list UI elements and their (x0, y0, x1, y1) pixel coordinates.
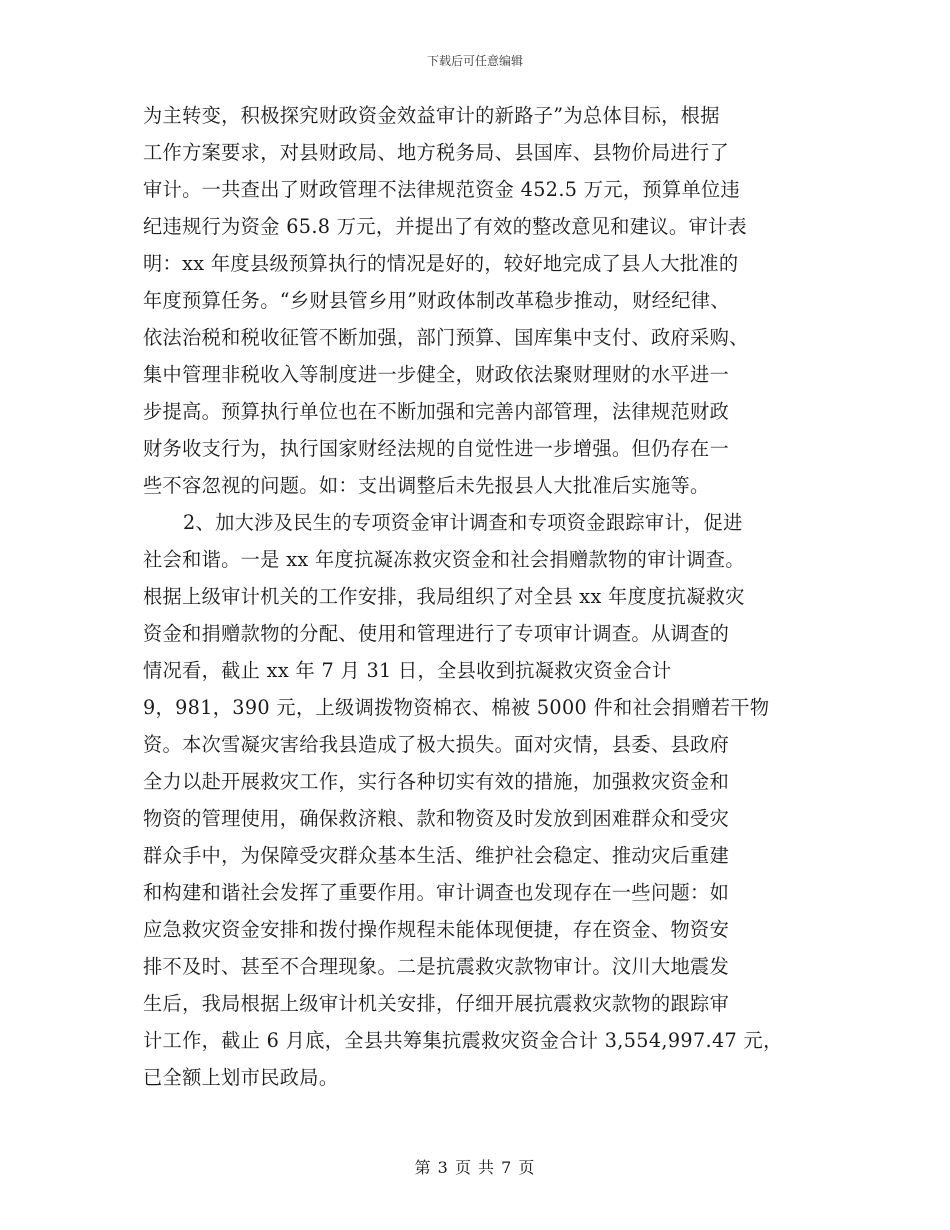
text-line: 9，981，390 元，上级调拨物资棉衣、棉被 5000 件和社会捐赠若干物 (143, 696, 770, 719)
text-line: 物资的管理使用，确保救济粮、款和物资及时发放到困难群众和受灾 (143, 807, 730, 830)
text-line: 情况看，截止 xx 年 7 月 31 日，全县收到抗凝救灾资金合计 (143, 659, 672, 682)
text-line: 审计。一共查出了财政管理不法律规范资金 452.5 万元，预算单位违 (143, 178, 741, 201)
text-line: 工作方案要求，对县财政局、地方税务局、县国库、县物价局进行了 (143, 141, 730, 164)
text-line: 根据上级审计机关的工作安排，我局组织了对全县 xx 年度度抗凝救灾 (143, 585, 745, 608)
text-line: 已全额上划市民政局。 (143, 1066, 339, 1089)
text-line: 群众手中，为保障受灾群众基本生活、维护社会稳定、推动灾后重建 (143, 844, 730, 867)
text-line: 资。本次雪凝灾害给我县造成了极大损失。面对灾情，县委、县政府 (143, 733, 730, 756)
text-line: 2、加大涉及民生的专项资金审计调查和专项资金跟踪审计，促进 (183, 511, 743, 534)
text-line: 排不及时、甚至不合理现象。二是抗震救灾款物审计。汶川大地震发 (143, 955, 730, 978)
page-header: 下载后可任意编辑 (426, 54, 523, 68)
text-line: 步提高。预算执行单位也在不断加强和完善内部管理，法律规范财政 (143, 400, 730, 423)
text-line: 年度预算任务。“乡财县管乡用”财政体制改革稳步推动，财经纪律、 (143, 289, 730, 312)
text-line: 明：xx 年度县级预算执行的情况是好的，较好地完成了县人大批准的 (143, 252, 739, 275)
text-line: 财务收支行为，执行国家财经法规的自觉性进一步增强。但仍存在一 (143, 437, 730, 460)
text-line: 生后，我局根据上级审计机关安排，仔细开展抗震救灾款物的跟踪审 (143, 992, 730, 1015)
text-line: 为主转变，积极探究财政资金效益审计的新路子”为总体目标，根据 (143, 104, 720, 127)
text-line: 些不容忽视的问题。如：支出调整后未先报县人大批准后实施等。 (143, 474, 710, 497)
text-line: 和构建和谐社会发挥了重要作用。审计调查也发现存在一些问题：如 (143, 881, 730, 904)
text-line: 计工作，截止 6 月底，全县共筹集抗震救灾资金合计 3,554,997.47 元， (143, 1029, 783, 1052)
text-line: 集中管理非税收入等制度进一步健全，财政依法聚财理财的水平进一 (143, 363, 730, 386)
text-line: 纪违规行为资金 65.8 万元，并提出了有效的整改意见和建议。审计表 (143, 215, 748, 238)
text-line: 依法治税和税收征管不断加强，部门预算、国库集中支付、政府采购、 (143, 326, 749, 349)
text-line: 应急救灾资金安排和拨付操作规程未能体现便捷，存在资金、物资安 (143, 918, 730, 941)
text-line: 资金和捐赠款物的分配、使用和管理进行了专项审计调查。从调查的 (143, 622, 730, 645)
page-footer: 第 3 页 共 7 页 (414, 1158, 536, 1177)
text-line: 社会和谐。一是 xx 年度抗凝冻救灾资金和社会捐赠款物的审计调查。 (143, 548, 745, 571)
text-line: 全力以赴开展救灾工作，实行各种切实有效的措施，加强救灾资金和 (143, 770, 730, 793)
